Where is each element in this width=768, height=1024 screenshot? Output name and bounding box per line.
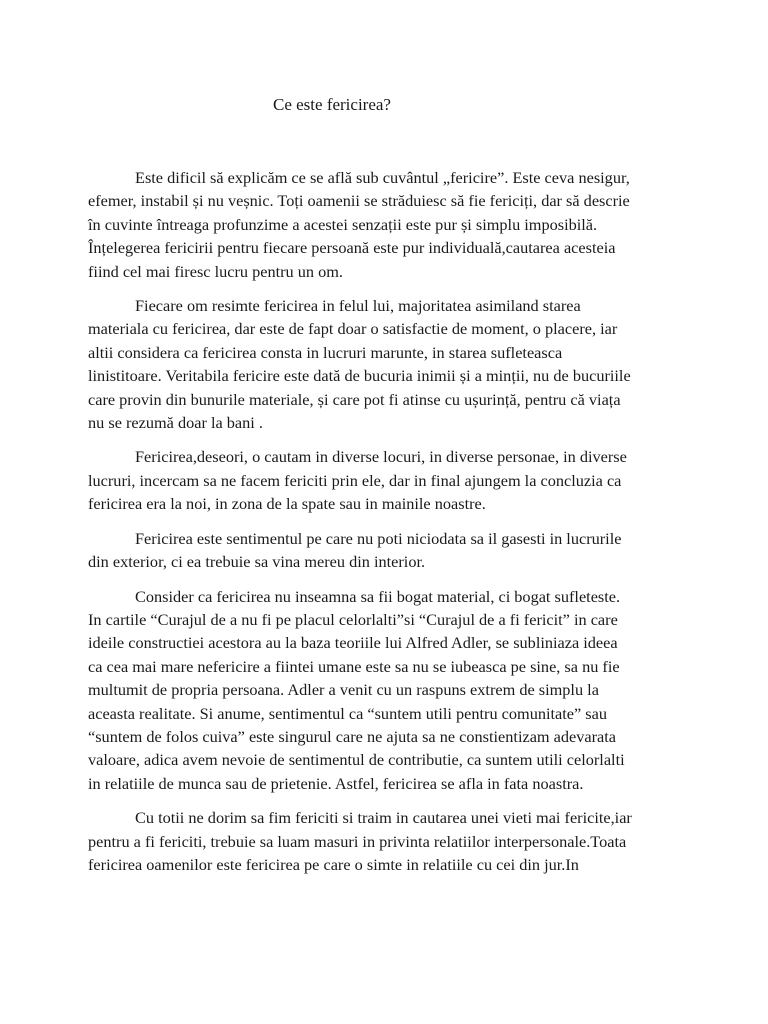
paragraph-line: Înțelegerea fericirii pentru fiecare persoană este pur individuală,cautarea acesteia [88,238,616,258]
paragraph-line: In cartile “Curajul de a nu fi pe placul celorlalti”si “Curajul de a fi fericit” in care [88,609,618,629]
paragraph-line: nu se rezumă doar la bani . [88,413,263,433]
paragraph-5 [88,585,682,796]
paragraph-line: in relatiile de munca sau de prietenie. Astfel, fericirea se afla in fata noastra. [88,773,584,793]
document-title: Ce este fericirea? [273,95,391,114]
paragraph-line: pentru a fi fericiti, trebuie sa luam masuri in privinta relatiilor interpersonale.Toata [88,831,627,851]
document-body [88,166,682,887]
paragraph-line: valoare, adica avem nevoie de sentimentul de contributie, ca suntem utili celorlalti [88,750,625,770]
paragraph-3 [88,445,682,515]
paragraph-line: fericirea era la noi, in zona de la spate sau in mainile noastre. [88,494,486,514]
paragraph-line: din exterior, ci ea trebuie sa vina mereu din interior. [88,552,426,572]
paragraph-line: multumit de propria persoana. Adler a venit cu un raspuns extrem de simplu la [88,680,599,700]
paragraph-line: Fericirea este sentimentul pe care nu poti niciodata sa il gasesti in lucrurile [135,528,622,548]
paragraph-line: aceasta realitate. Si anume, sentimentul ca “suntem utili pentru comunitate” sau [88,703,608,723]
paragraph-line: “suntem de folos cuiva” este singurul care ne ajuta sa ne constientizam adevarata [88,726,617,746]
paragraph-line: ideile constructiei acestora au la baza teoriile lui Alfred Adler, se subliniaza ideea [88,633,618,653]
paragraph-line: Cu totii ne dorim sa fim fericiti si traim in cautarea unei vieti mai fericite,iar [135,808,632,828]
paragraph-line: Fericirea,deseori, o cautam in diverse locuri, in diverse personae, in diverse [135,447,627,467]
paragraph-line: lucruri, incercam sa ne facem fericiti prin ele, dar in final ajungem la concluzia ca [88,470,622,490]
paragraph-1 [88,166,682,283]
paragraph-line: care provin din bunurile materiale, și care pot fi atinse cu ușurință, pentru că viața [88,389,621,409]
paragraph-line: Este dificil să explicăm ce se află sub cuvântul „fericire”. Este ceva nesigur, [135,168,630,187]
paragraph-line: Consider ca fericirea nu inseamna sa fii bogat material, ci bogat sufleteste. [135,586,621,606]
paragraph-6 [88,806,682,876]
paragraph-line: fericirea oamenilor este fericirea pe care o simte in relatiile cu cei din jur.In [88,854,579,874]
paragraph-line: în cuvinte întreaga profunzime a acestei senzații este pur și simplu imposibilă. [88,214,598,234]
paragraph-line: Fiecare om resimte fericirea in felul lui, majoritatea asimiland starea [135,296,581,316]
paragraph-2 [88,294,682,434]
paragraph-line: fiind cel mai firesc lucru pentru un om. [88,261,343,281]
paragraph-line: altii considera ca fericirea consta in lucruri marunte, in starea sufleteasca [88,342,563,362]
paragraph-4 [88,527,682,574]
paragraph-line: materiala cu fericirea, dar este de fapt doar o satisfactie de moment, o placere, iar [88,319,618,339]
paragraph-line: ca cea mai mare nefericire a fiintei umane este sa nu se iubeasca pe sine, sa nu fie [88,656,620,676]
paragraph-line: linistitoare. Veritabila fericire este dată de bucuria inimii și a minții, nu de bucuriile [88,366,631,386]
paragraph-line: efemer, instabil și nu veșnic. Toți oamenii se străduiesc să fie fericiți, dar să descrie [88,191,630,211]
